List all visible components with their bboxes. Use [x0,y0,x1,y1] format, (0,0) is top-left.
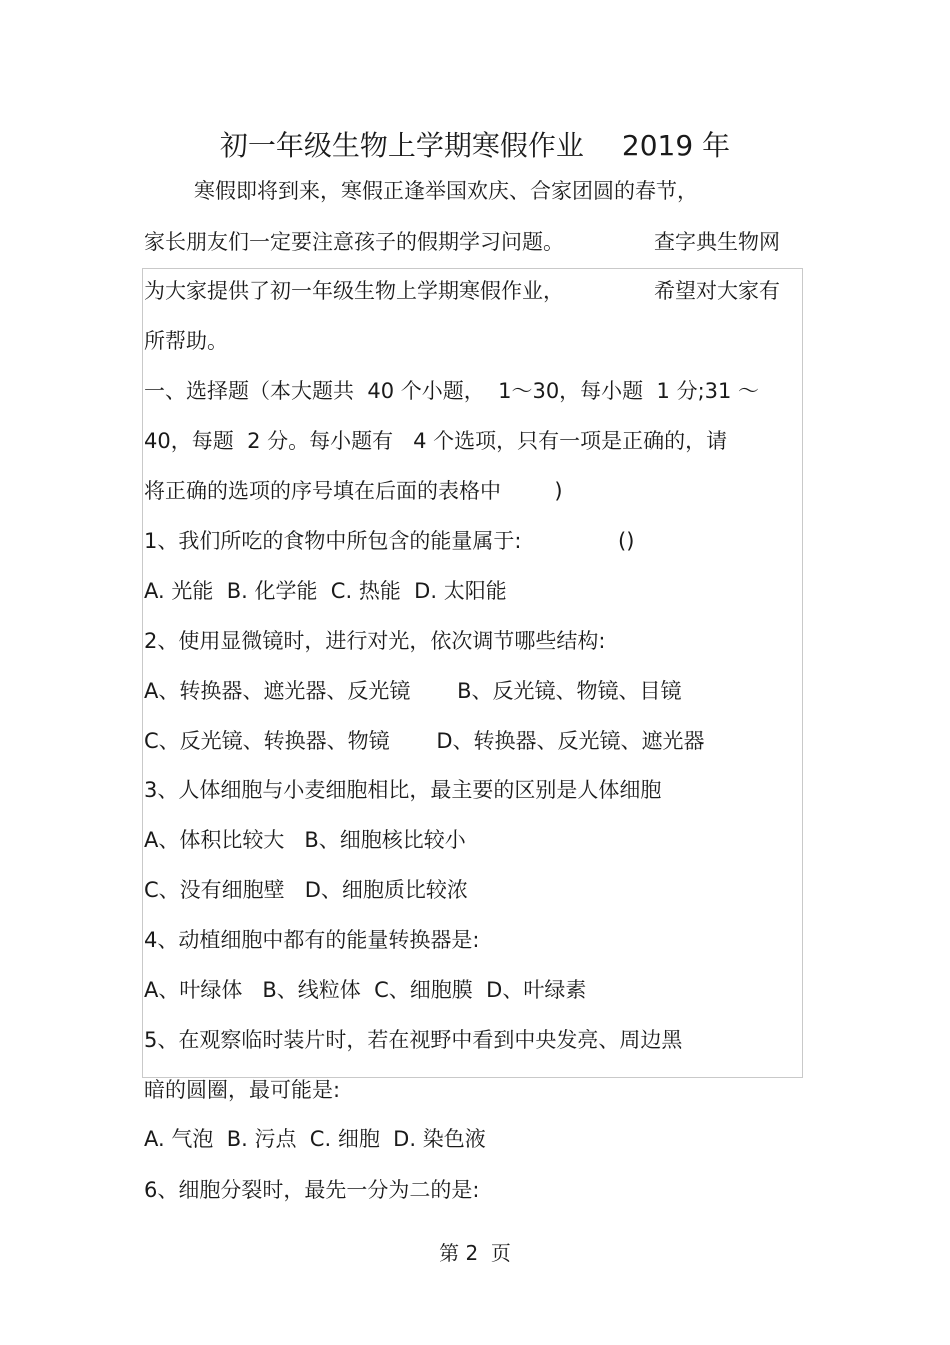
intro-line-4: 所帮助。 [144,329,228,353]
question-2-options-1: A、转换器、遮光器、反光镜 B、反光镜、物镜、目镜 [144,679,682,703]
question-5-stem-cont: 暗的圆圈，最可能是: [144,1078,341,1102]
question-6-stem: 6、细胞分裂时，最先一分为二的是: [144,1178,480,1202]
intro-line-1: 寒假即将到来，寒假正逢举国欢庆、合家团圆的春节， [194,179,698,203]
title-text: 初一年级生物上学期寒假作业 [219,129,584,162]
question-2-stem: 2、使用显微镜时，进行对光，依次调节哪些结构: [144,629,606,653]
section-line-3: 将正确的选项的序号填在后面的表格中 ) [144,479,563,503]
question-3-options-1: A、体积比较大 B、细胞核比较小 [144,828,466,852]
question-4-options: A、叶绿体 B、线粒体 C、细胞膜 D、叶绿素 [144,978,587,1002]
question-1-blank: () [618,529,635,553]
question-2-options-2: C、反光镜、转换器、物镜 D、转换器、反光镜、遮光器 [144,729,705,753]
intro-line-2: 家长朋友们一定要注意孩子的假期学习问题。 [144,230,564,254]
question-4-stem: 4、动植细胞中都有的能量转换器是: [144,928,480,952]
question-3-stem: 3、人体细胞与小麦细胞相比，最主要的区别是人体细胞 [144,778,662,802]
document-title [0,128,950,164]
intro-line-2-right: 查字典生物网 [654,230,780,254]
question-3-options-2: C、没有细胞壁 D、细胞质比较浓 [144,878,468,902]
question-5-stem: 5、在观察临时装片时，若在视野中看到中央发亮、周边黑 [144,1028,683,1052]
question-1-options: A. 光能 B. 化学能 C. 热能 D. 太阳能 [144,579,507,603]
section-line-1: 一、选择题（本大题共 40 个小题， 1～30，每小题 1 分;31 ～ [144,379,760,403]
intro-line-3: 为大家提供了初一年级生物上学期寒假作业， [144,279,564,303]
intro-line-3-right: 希望对大家有 [654,279,780,303]
question-5-options: A. 气泡 B. 污点 C. 细胞 D. 染色液 [144,1127,486,1151]
page-number: 第 2 页 [439,1241,511,1265]
title-year: 2019 年 [621,129,731,162]
section-line-2: 40，每题 2 分。每小题有 4 个选项，只有一项是正确的，请 [144,429,728,453]
question-1-stem: 1、我们所吃的食物中所包含的能量属于: [144,529,522,553]
